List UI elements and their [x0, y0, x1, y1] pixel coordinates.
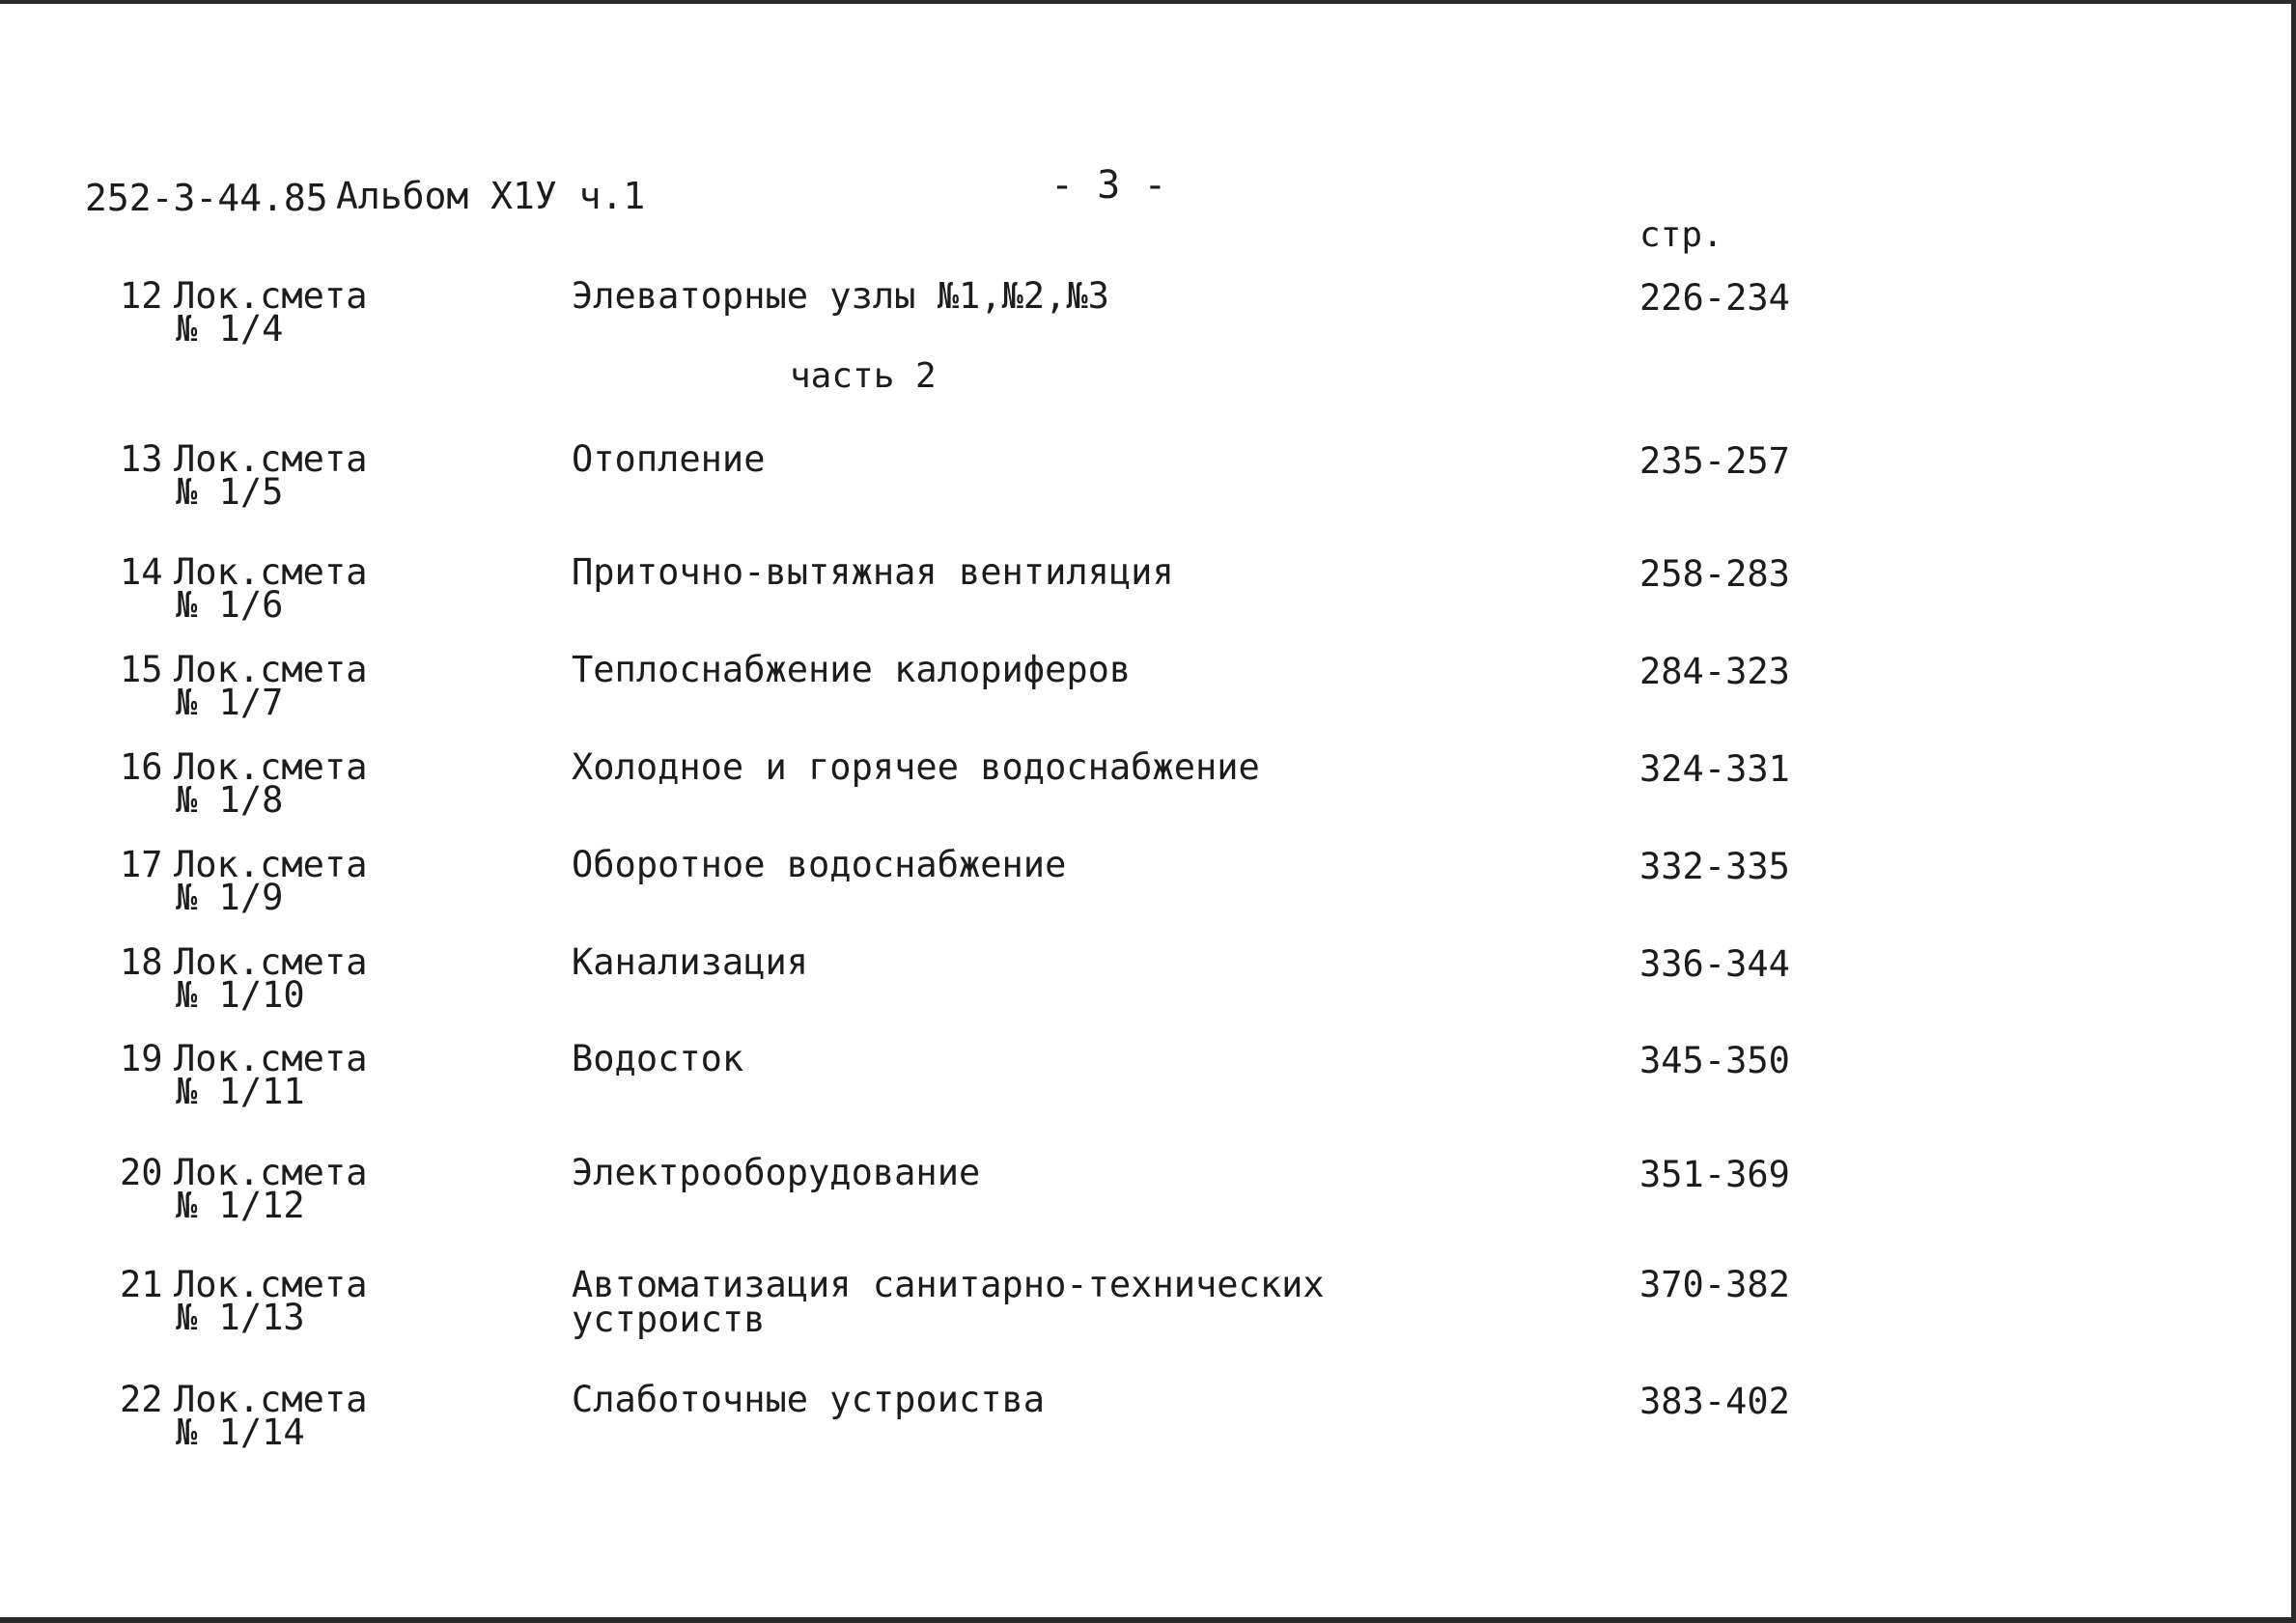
row-title: Автоматизация санитарно-технических [572, 1264, 1325, 1305]
row-pages: 324-331 [1639, 748, 1790, 790]
row-doc-number: № 1/8 [176, 779, 284, 821]
row-number: 15 [120, 649, 163, 690]
row-title: Слаботочные устроиства [572, 1379, 1046, 1420]
row-title: Холодное и горячее водоснабжение [572, 746, 1260, 788]
row-pages: 235-257 [1639, 440, 1790, 482]
row-doc-type: Лок.смета [174, 551, 368, 593]
row-doc-type: Лок.смета [174, 1152, 368, 1193]
row-pages: 226-234 [1639, 277, 1790, 319]
document-code: 252-3-44.85 [85, 177, 328, 219]
row-doc-number: № 1/5 [176, 471, 284, 513]
row-doc-type: Лок.смета [174, 649, 368, 690]
row-doc-number: № 1/4 [176, 308, 284, 350]
row-pages: 284-323 [1639, 651, 1790, 692]
row-number: 22 [120, 1379, 163, 1420]
row-pages: 332-335 [1639, 846, 1790, 887]
row-doc-type: Лок.смета [174, 844, 368, 885]
row-title: Приточно-вытяжная вентиляция [572, 551, 1174, 593]
pages-column-header: стр. [1639, 215, 1723, 255]
row-pages: 258-283 [1639, 553, 1790, 595]
row-pages: 351-369 [1639, 1154, 1790, 1195]
row-doc-type: Лок.смета [174, 438, 368, 480]
row-doc-number: № 1/9 [176, 877, 284, 918]
row-number: 16 [120, 746, 163, 788]
row-number: 12 [120, 275, 163, 317]
row-title: Электрооборудование [572, 1152, 981, 1193]
row-number: 17 [120, 844, 163, 885]
row-title: Элеваторные узлы №1,№2,№3 [572, 275, 1109, 317]
row-doc-type: Лок.смета [174, 1264, 368, 1305]
row-pages: 345-350 [1639, 1040, 1790, 1081]
row-title-continuation: устроиств [572, 1299, 766, 1340]
row-doc-type: Лок.смета [174, 275, 368, 317]
row-doc-type: Лок.смета [174, 1038, 368, 1079]
row-title: Оборотное водоснабжение [572, 844, 1067, 885]
row-pages: 336-344 [1639, 943, 1790, 985]
row-number: 14 [120, 551, 163, 593]
row-number: 18 [120, 941, 163, 983]
row-doc-number: № 1/10 [176, 974, 305, 1016]
row-title: Теплоснабжение калориферов [572, 649, 1132, 690]
row-doc-number: № 1/12 [176, 1185, 305, 1226]
row-pages: 383-402 [1639, 1381, 1790, 1422]
row-doc-type: Лок.смета [174, 746, 368, 788]
row-doc-number: № 1/11 [176, 1071, 305, 1112]
row-number: 20 [120, 1152, 163, 1193]
row-title: Отопление [572, 438, 766, 480]
row-number: 13 [120, 438, 163, 480]
row-doc-type: Лок.смета [174, 941, 368, 983]
page-number: - 3 - [1050, 163, 1167, 208]
row-doc-number: № 1/14 [176, 1412, 305, 1453]
row-doc-number: № 1/13 [176, 1297, 305, 1338]
row-doc-number: № 1/6 [176, 584, 284, 626]
album-label: Альбом Х1У ч.1 [336, 175, 646, 217]
row-title: Водосток [572, 1038, 744, 1079]
row-number: 21 [120, 1264, 163, 1305]
row-doc-type: Лок.смета [174, 1379, 368, 1420]
row-title: Канализация [572, 941, 809, 983]
row-number: 19 [120, 1038, 163, 1079]
part-label: часть 2 [790, 356, 937, 396]
row-doc-number: № 1/7 [176, 682, 284, 723]
row-pages: 370-382 [1639, 1264, 1790, 1305]
